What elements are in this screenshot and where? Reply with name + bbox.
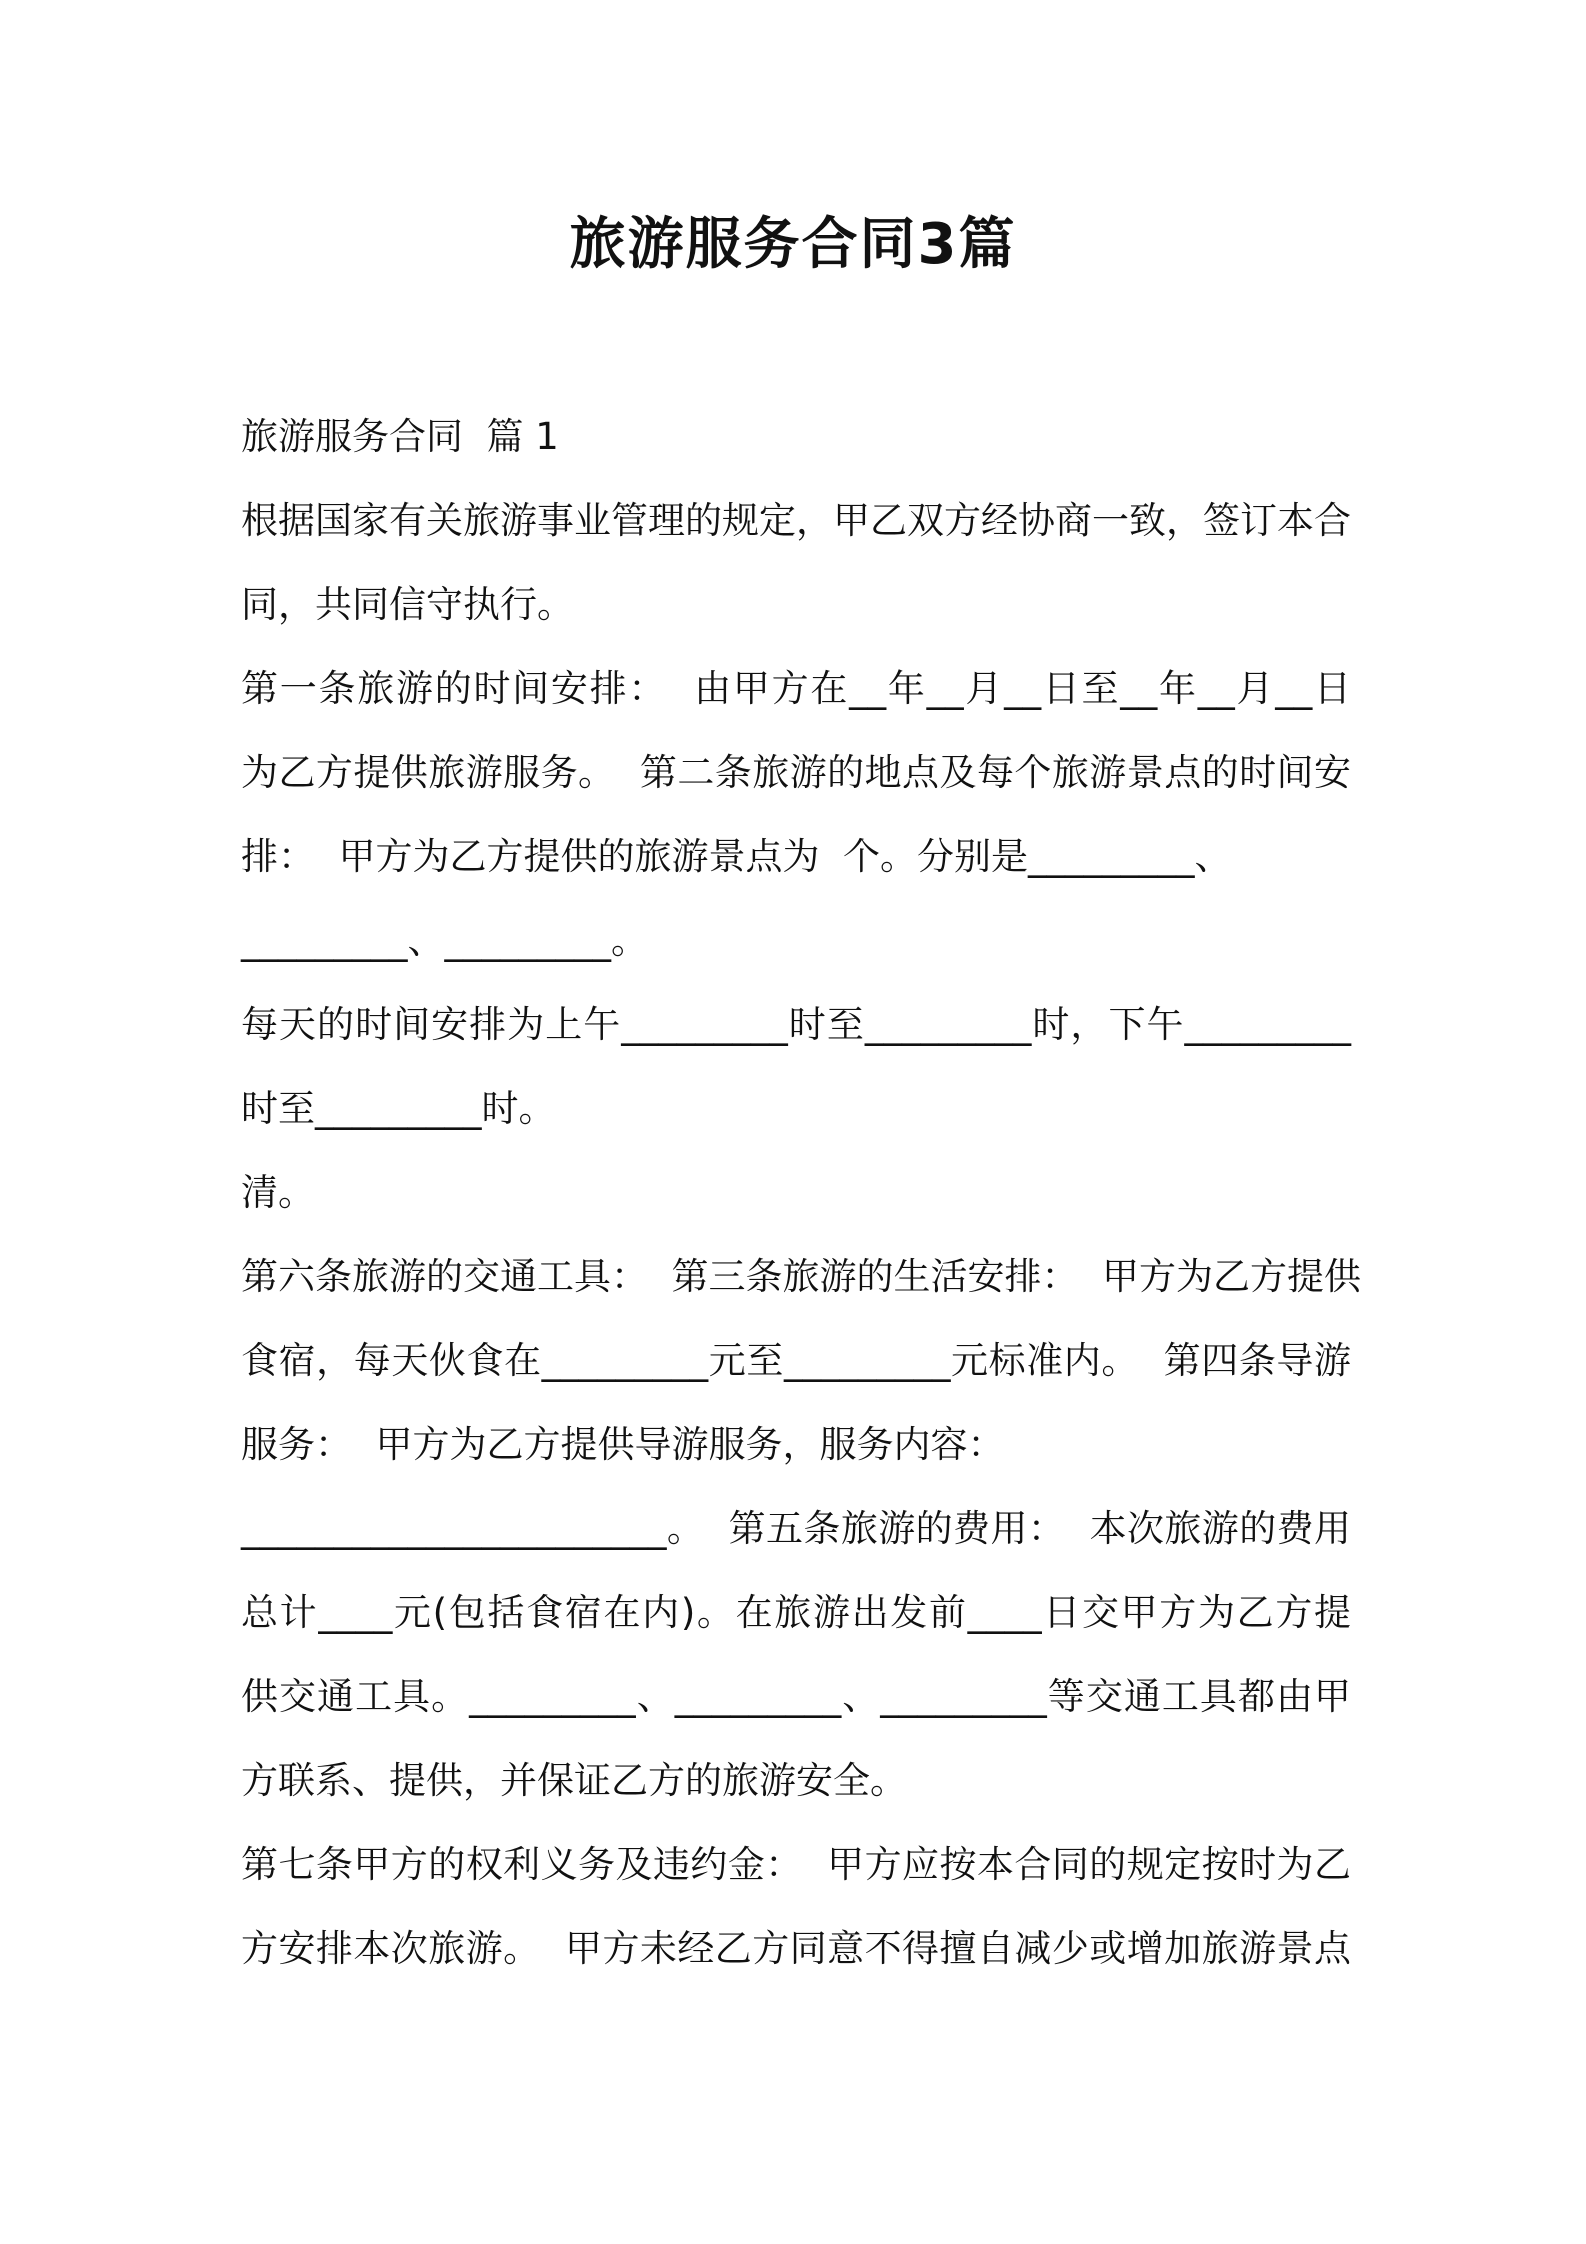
paragraph-line: 方安排本次旅游。 甲方未经乙方同意不得擅自减少或增加旅游景点 xyxy=(241,1927,1351,1970)
document-title: 旅游服务合同3篇 xyxy=(569,212,1017,277)
paragraph-line: 时至_________时。 xyxy=(241,1087,556,1130)
paragraph-line: _______________________。 第五条旅游的费用： 本次旅游的费用 xyxy=(241,1507,1351,1550)
paragraph-line: _________、_________。 xyxy=(241,919,648,962)
paragraph-line: 清。 xyxy=(241,1171,315,1214)
paragraph-line: 方联系、提供，并保证乙方的旅游安全。 xyxy=(241,1759,907,1802)
paragraph-line: 每天的时间安排为上午_________时至_________时，下午_________ xyxy=(241,1003,1351,1046)
section-heading: 旅游服务合同 篇 1 xyxy=(241,415,559,458)
paragraph-line: 服务： 甲方为乙方提供导游服务，服务内容： xyxy=(241,1423,1005,1466)
paragraph-line: 供交通工具。_________、_________、_________等交通工具都由甲 xyxy=(241,1675,1351,1718)
paragraph-line: 同，共同信守执行。 xyxy=(241,583,574,626)
document-body xyxy=(241,395,1362,1991)
paragraph-line: 排： 甲方为乙方提供的旅游景点为 个。分别是_________、 xyxy=(241,835,1232,878)
paragraph-line: 食宿，每天伙食在_________元至_________元标准内。 第四条导游 xyxy=(241,1339,1351,1382)
paragraph-line: 第六条旅游的交通工具： 第三条旅游的生活安排： 甲方为乙方提供 xyxy=(241,1255,1362,1298)
paragraph-line: 总计____元(包括食宿在内)。在旅游出发前____日交甲方为乙方提 xyxy=(241,1591,1351,1634)
paragraph-line: 为乙方提供旅游服务。 第二条旅游的地点及每个旅游景点的时间安 xyxy=(241,751,1351,794)
paragraph-line: 第七条甲方的权利义务及违约金： 甲方应按本合同的规定按时为乙 xyxy=(241,1843,1351,1886)
paragraph-line: 根据国家有关旅游事业管理的规定，甲乙双方经协商一致，签订本合 xyxy=(241,499,1351,542)
paragraph-line: 第一条旅游的时间安排： 由甲方在__年__月__日至__年__月__日 xyxy=(241,667,1351,710)
